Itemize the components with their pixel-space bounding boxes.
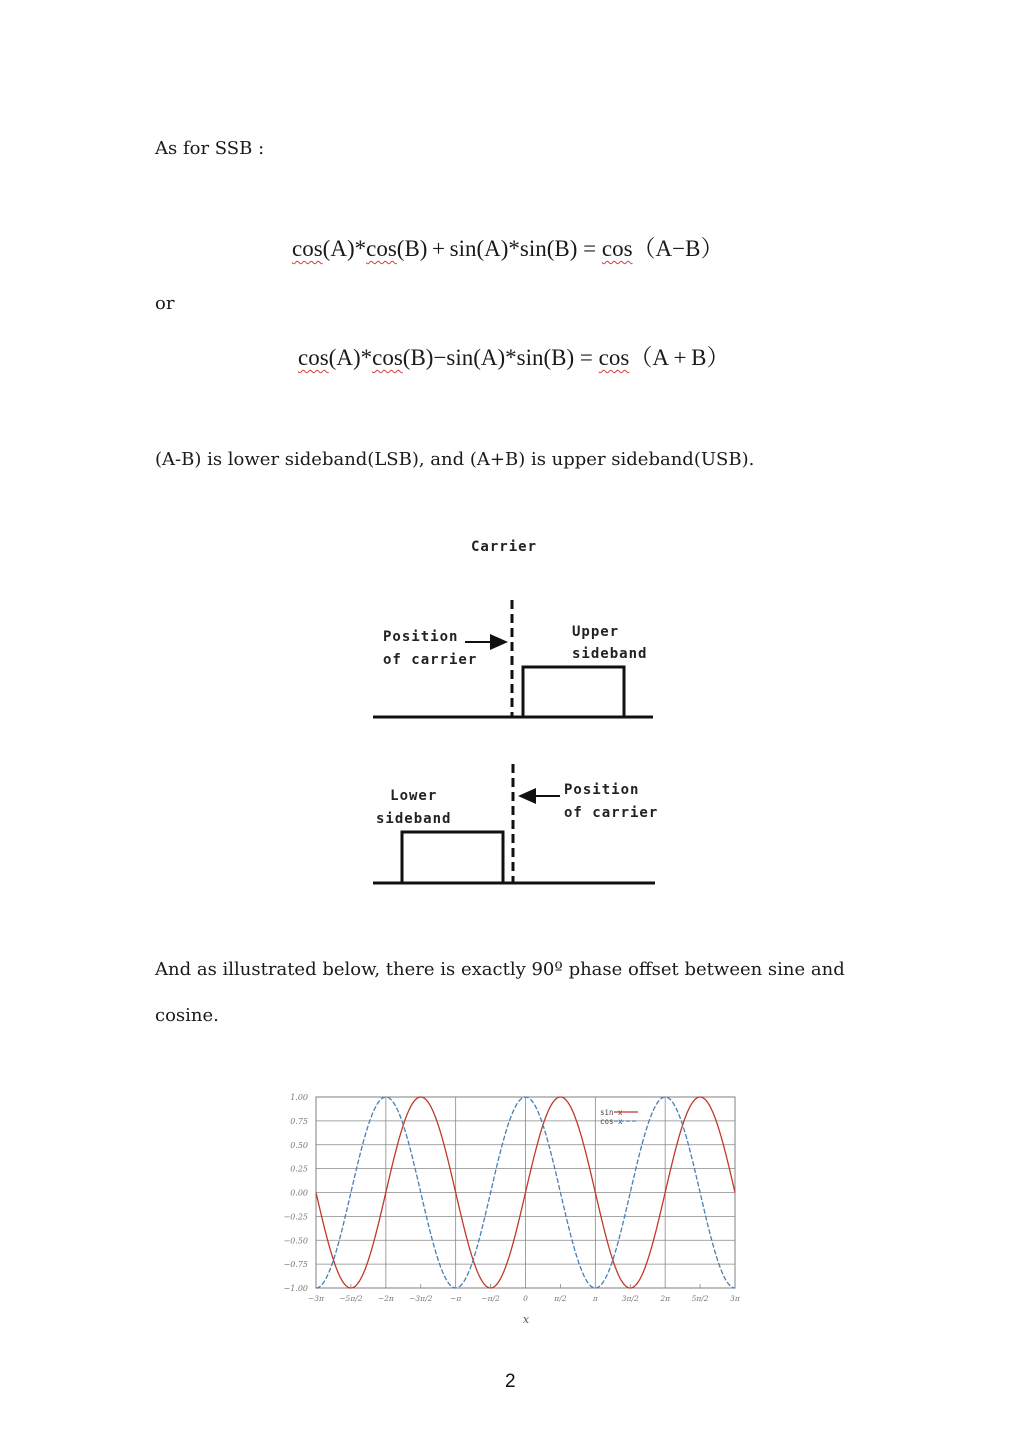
x-tick-label: 3π [730, 1294, 740, 1303]
y-tick-label: −0.25 [283, 1212, 308, 1222]
sideband-diagram [360, 530, 670, 900]
illustration-line-2: cosine. [155, 1005, 219, 1026]
page-number: 2 [505, 1371, 516, 1392]
eq2-term: (A)* [328, 345, 373, 370]
eq1-term: cos [292, 236, 323, 261]
chart-legend [600, 1108, 638, 1126]
bottom-position-of-carrier-label: Position of carrier [564, 782, 659, 821]
eq2-term: cos [298, 345, 329, 370]
upper-sideband-label: Upper sideband [572, 624, 648, 662]
y-tick-label: −0.75 [283, 1260, 308, 1270]
top-position-of-carrier-label: Position of carrier [383, 629, 478, 668]
equation-usb [298, 346, 729, 369]
y-tick-label: 1.00 [290, 1093, 308, 1102]
x-tick-label: 0 [523, 1294, 528, 1303]
ssb-intro-text: As for SSB : [155, 138, 265, 159]
eq2-term: (B)−sin(A)*sin(B) = [402, 345, 599, 370]
eq2-term: cos [372, 345, 403, 370]
chart-y-ticks [283, 1093, 308, 1293]
eq1-term: cos [366, 236, 397, 261]
eq1-term: cos [601, 236, 633, 261]
carrier-title: Carrier [471, 539, 538, 555]
y-tick-label: 0.25 [290, 1164, 308, 1174]
lower-sideband-label: Lower sideband [376, 788, 452, 827]
upper-sideband-box [523, 667, 624, 717]
x-tick-label: 5π/2 [691, 1294, 709, 1303]
x-tick-label: −π [450, 1294, 462, 1303]
x-tick-label: 3π/2 [621, 1294, 639, 1303]
x-tick-label: π/2 [554, 1294, 567, 1303]
chart-x-axis-label: x [522, 1313, 530, 1326]
or-text: or [155, 293, 175, 314]
y-tick-label: 0.50 [290, 1140, 308, 1150]
x-tick-label: −3π [308, 1294, 324, 1303]
y-tick-label: −0.50 [283, 1236, 308, 1246]
lower-sideband-box [402, 832, 503, 883]
sine-cosine-chart [270, 1088, 750, 1328]
illustration-line-1: And as illustrated below, there is exactly 90º phase offset between sine and [155, 959, 845, 980]
y-tick-label: 0.00 [290, 1188, 308, 1198]
x-tick-label: 2π [660, 1294, 671, 1303]
x-tick-label: −π/2 [481, 1294, 500, 1303]
x-tick-label: −5π/2 [339, 1294, 363, 1303]
eq2-term: cos [598, 345, 630, 370]
x-tick-label: −2π [377, 1294, 394, 1303]
equation-lsb [292, 237, 723, 260]
sideband-note-text: (A-B) is lower sideband(LSB), and (A+B) is upper sideband(USB). [155, 449, 755, 470]
legend-entry-cos: cos x [600, 1117, 623, 1126]
x-tick-label: −3π/2 [409, 1294, 433, 1303]
x-tick-label: π [592, 1294, 598, 1303]
eq1-term: （A−B） [632, 236, 724, 261]
y-tick-label: 0.75 [290, 1116, 308, 1126]
eq2-term: （A + B） [629, 345, 730, 370]
eq1-term: (B) + sin(A)*sin(B) = [396, 236, 602, 261]
y-tick-label: −1.00 [283, 1284, 308, 1293]
chart-x-ticks [308, 1294, 741, 1303]
legend-entry-sin: sin x [600, 1108, 623, 1117]
eq1-term: (A)* [322, 236, 367, 261]
